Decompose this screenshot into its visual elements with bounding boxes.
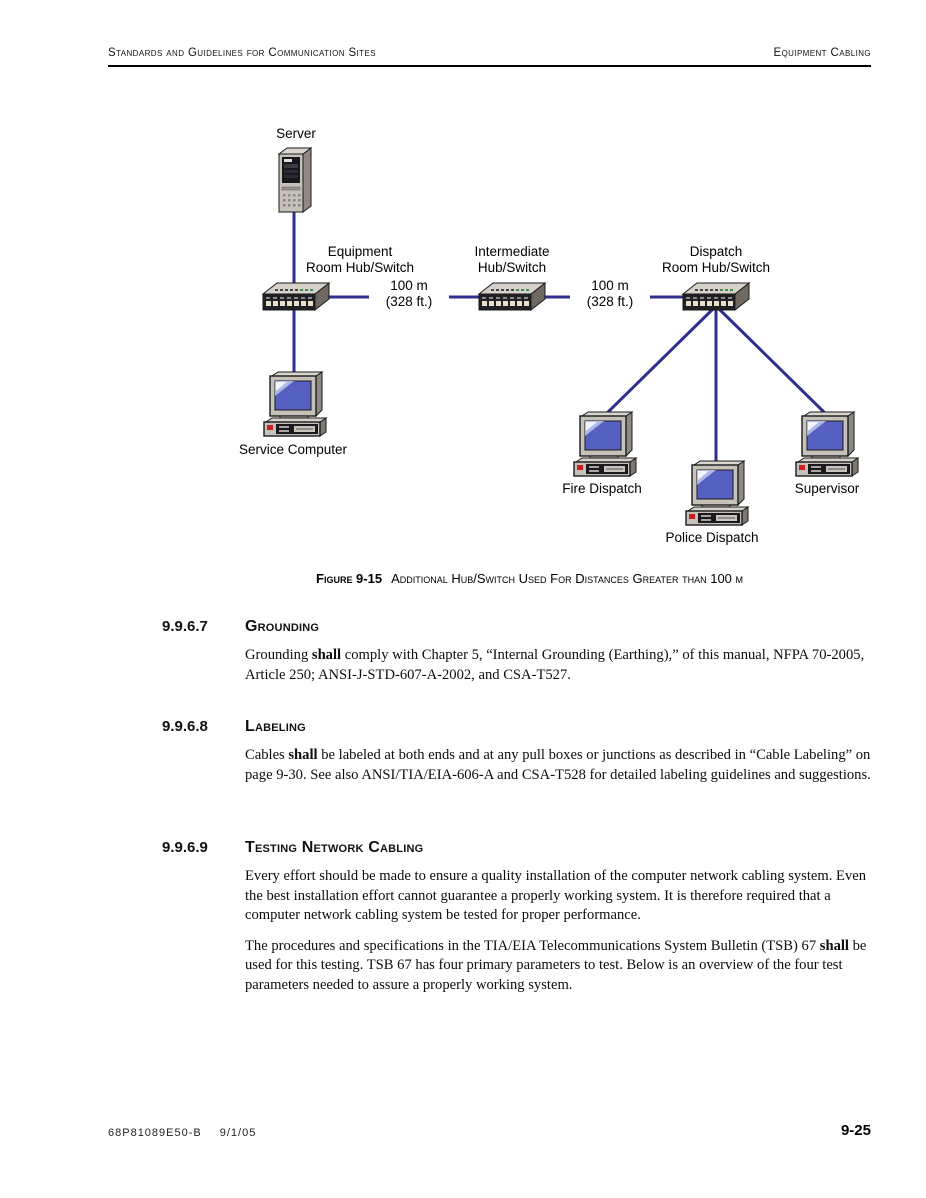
dispatch-hub-node (681, 280, 751, 319)
server-node (277, 146, 313, 223)
section-heading (162, 618, 871, 636)
police-dispatch-label: Police Dispatch (665, 530, 759, 545)
service-computer-node (260, 370, 328, 443)
supervisor-label: Supervisor (794, 481, 860, 496)
section-labeling (162, 718, 871, 785)
figure-caption-text: Additional Hub/Switch Used For Distances Greater than 100 m (391, 571, 744, 586)
section-number: 9.9.6.9 (162, 839, 208, 856)
section-number: 9.9.6.8 (162, 718, 208, 735)
desktop-computer-icon (792, 410, 860, 478)
paragraph: Cables shall be labeled at both ends and at any pull boxes or junctions as described in “Cable Labeling” on page 9-30. See also ANSI/TIA/EIA-606-A and CSA-T528 for detailed labeling guidelines and suggestions. (245, 747, 871, 783)
fire-dispatch-node (570, 410, 638, 483)
header-right-title: Equipment Cabling (773, 47, 871, 59)
section-testing-network-cabling (162, 839, 871, 995)
section-body (245, 746, 871, 785)
equipment-hub-label: Equipment Room Hub/Switch (305, 244, 415, 275)
server-icon (277, 146, 313, 218)
section-heading (162, 839, 871, 857)
hub-switch-icon (681, 280, 751, 314)
section-body (245, 646, 871, 685)
footer-doc-number: 68P81089E50-B (108, 1127, 202, 1139)
hub-switch-icon (261, 280, 331, 314)
server-label: Server (276, 126, 316, 141)
equipment-hub-node (261, 280, 331, 319)
figure-caption-label: Figure 9-15 (316, 571, 383, 586)
distance-label-1: 100 m (328 ft.) (369, 278, 449, 310)
intermediate-hub-node (477, 280, 547, 319)
header-left-title: Standards and Guidelines for Communication Sites (108, 47, 376, 59)
paragraph: Grounding shall comply with Chapter 5, “Internal Grounding (Earthing),” of this manual, NFPA 70-2005, Article 250; ANSI-J-STD-607-A-2002, and CSA-T527. (245, 647, 865, 683)
hub-switch-icon (477, 280, 547, 314)
police-dispatch-node (682, 459, 750, 532)
figure-caption (316, 571, 743, 586)
distance-label-2: 100 m (328 ft.) (570, 278, 650, 310)
section-title: Testing Network Cabling (245, 839, 424, 856)
section-number: 9.9.6.7 (162, 618, 208, 635)
desktop-computer-icon (570, 410, 638, 478)
service-computer-label: Service Computer (238, 442, 348, 457)
header-rule (108, 65, 871, 67)
section-heading (162, 718, 871, 736)
figure-9-15-diagram (0, 120, 926, 570)
dispatch-hub-label: Dispatch Room Hub/Switch (661, 244, 771, 275)
footer-doc-info (108, 1127, 274, 1139)
fire-dispatch-label: Fire Dispatch (562, 481, 642, 496)
supervisor-node (792, 410, 860, 483)
paragraph: Every effort should be made to ensure a quality installation of the computer network cabling system. Even the best installation effort cannot guarantee a properly working system. It is therefore required that a computer network cabling system be tested for proper performance. (245, 868, 867, 923)
section-title: Grounding (245, 618, 320, 635)
desktop-computer-icon (260, 370, 328, 438)
footer-page-number: 9-25 (840, 1122, 871, 1139)
section-title: Labeling (245, 718, 306, 735)
desktop-computer-icon (682, 459, 750, 527)
section-body (245, 867, 871, 995)
paragraph: The procedures and specifications in the TIA/EIA Telecommunications System Bulletin (TSB) 67 shall be used for this testing. TSB 67 has four primary parameters to test. Below is an overview of the four test parameters needed to assure a properly working system. (245, 937, 867, 993)
section-grounding (162, 618, 871, 685)
footer-date: 9/1/05 (219, 1127, 257, 1139)
intermediate-hub-label: Intermediate Hub/Switch (474, 244, 550, 275)
network-cables (0, 120, 926, 570)
